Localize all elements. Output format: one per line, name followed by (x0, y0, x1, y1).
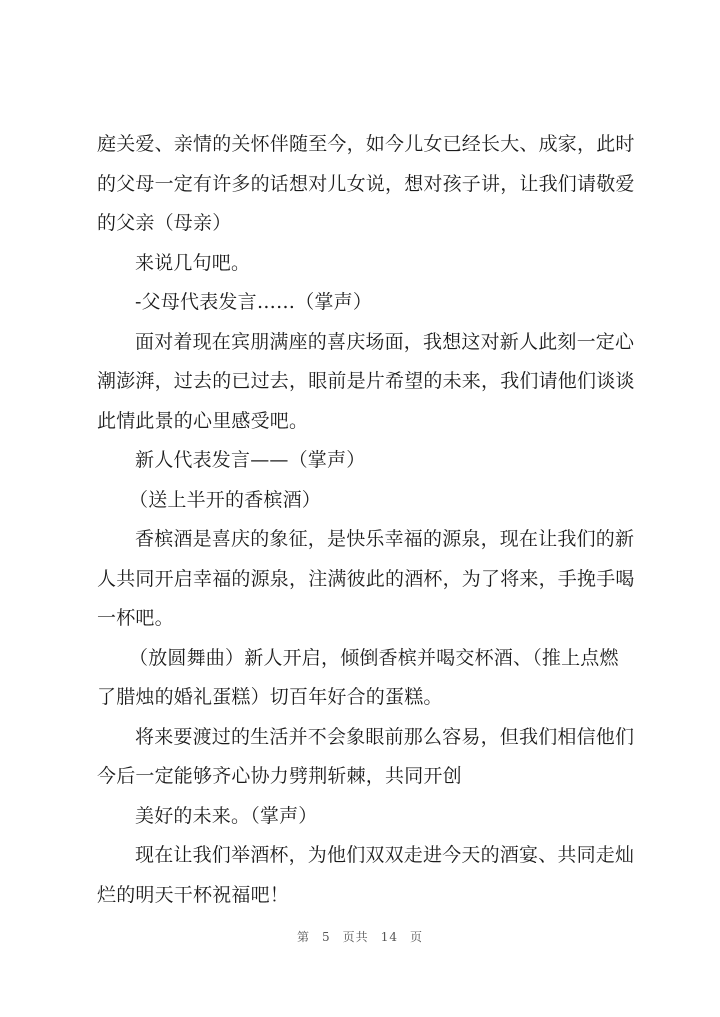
text-line: 香槟酒是喜庆的象征，是快乐幸福的源泉，现在让我们的新 (135, 528, 635, 550)
text-line: 烂的明天干杯祝福吧！ (97, 883, 290, 906)
footer-suffix: 页 (409, 930, 423, 944)
text-line: 庭关爱、亲情的关怀伴随至今，如今儿女已经长大、成家，此时 (97, 133, 635, 155)
text-line: 美好的未来。（掌声） (135, 804, 318, 827)
body-text (97, 125, 637, 915)
text-line: 新人代表发言——（掌声） (135, 449, 366, 471)
text-line: 人共同开启幸福的源泉，注满彼此的酒杯，为了将来，手挽手喝 (97, 567, 635, 590)
text-line: 将来要渡过的生活并不会象眼前那么容易，但我们相信他们 (135, 725, 635, 748)
footer-page-number: 5 (322, 930, 331, 944)
footer-middle: 页共 (342, 930, 369, 944)
text-line: 今后一定能够齐心协力劈荆斩棘，共同开创 (97, 765, 462, 787)
text-line: 了腊烛的婚礼蛋糕）切百年好合的蛋糕。 (97, 686, 443, 708)
text-line: -父母代表发言……（掌声） (135, 291, 373, 313)
footer-total-pages: 14 (380, 930, 398, 944)
text-line: 面对着现在宾朋满座的喜庆场面，我想这对新人此刻一定心 (135, 330, 635, 353)
footer-prefix: 第 (297, 930, 311, 944)
text-line: 现在让我们举酒杯，为他们双双走进今天的酒宴、共同走灿 (135, 844, 635, 866)
page-footer (0, 928, 720, 945)
text-line: 潮澎湃，过去的已过去，眼前是片希望的未来，我们请他们谈谈 (97, 370, 635, 392)
text-line: （送上半开的香槟酒） (129, 488, 322, 511)
text-line: 一杯吧。 (97, 607, 174, 629)
text-line: 的父亲（母亲） (97, 212, 232, 234)
text-line: 来说几句吧。 (135, 251, 251, 274)
text-line: 的父母一定有许多的话想对儿女说，想对孩子讲，让我们请敬爱 (97, 172, 635, 195)
text-line: 此情此景的心里感受吧。 (97, 409, 309, 432)
text-line: （放圆舞曲）新人开启，倾倒香槟并喝交杯酒、（推上点燃 (129, 646, 619, 669)
